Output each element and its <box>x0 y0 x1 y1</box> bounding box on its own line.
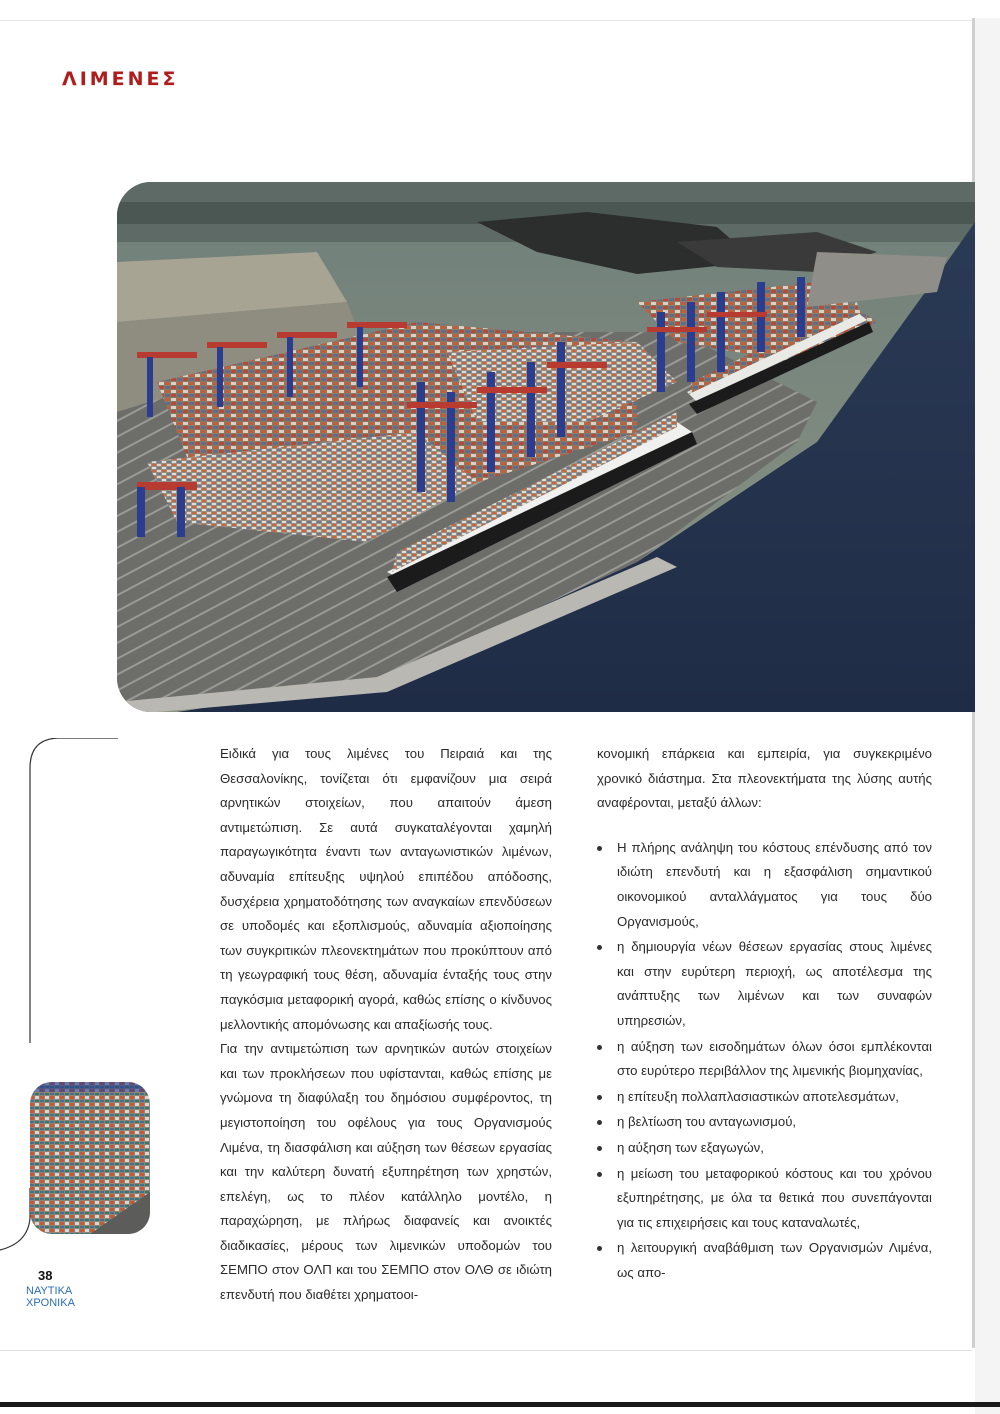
article-paragraph: Ειδικά για τους λιμένες του Πειραιά και της Θεσσαλονίκης, τονίζεται ότι εμφανίζουν μια σειρά αρνητικών στοιχείων, που απαιτούν άμεση αντιμετώπιση. Σε αυτά συγκαταλέγονται χαμηλή παραγωγικότητα έναντι των ανταγωνιστικών λιμένων, αδυναμία επίτευξης υψηλού επιπέδου απόδοσης, δυσχέρεια χρηματοδότησης των αναγκαίων επενδύσεων σε υποδομές και εξοπλισμούς, αδυναμία αξιοποίησης των συγκριτικών πλεονεκτημάτων που προκύπτουν από τη γεωγραφική τους θέση, αδυναμία ένταξής τους στην παγκόσμια μεταφορική αγορά, καθώς επίσης ο κίνδυνος μελλοντικής απομόνωσης και απαξίωσής τους. <box>220 746 552 1032</box>
list-item: η μείωση του μεταφορικού κόστους και του χρόνου εξυπηρέτησης, με όλα τα θετικά που συνεπάγονται για τις επιχειρήσεις και τους καταναλωτές, <box>597 1162 932 1236</box>
page-number: 38 <box>38 1268 53 1283</box>
list-item: Η πλήρης ανάληψη του κόστους επένδυσης από τον ιδιώτη επενδυτή και η εξασφάλιση σημαντικού οικονομικού ανταλλάγματος για τους δύο Οργανισμούς, <box>597 836 932 934</box>
list-item: η αύξηση των εξαγωγών, <box>597 1136 932 1161</box>
list-item: η επίτευξη πολλαπλασιαστικών αποτελεσμάτων, <box>597 1085 932 1110</box>
article-column-left <box>220 742 552 1308</box>
magazine-name <box>26 1285 75 1309</box>
container-stacks-photo <box>30 1082 150 1234</box>
bottom-rule <box>0 1350 972 1351</box>
bottom-bar <box>0 1402 1000 1407</box>
article-column-right <box>597 742 932 1286</box>
container-port-aerial-photo <box>117 182 975 712</box>
page-margin <box>975 18 1000 1414</box>
article-paragraph: κονομική επάρκεια και εμπειρία, για συγκεκριμένο χρονικό διάστημα. Στα πλεονεκτήματα της λύσης αυτής αναφέρονται, μεταξύ άλλων: <box>597 746 932 811</box>
list-item: η αύξηση των εισοδημάτων όλων όσοι εμπλέκονται στο ευρύτερο περιβάλλον της λιμενικής βιομηχανίας, <box>597 1035 932 1084</box>
magazine-name-line2: ΧΡΟΝΙΚΑ <box>26 1297 75 1309</box>
top-rule <box>0 20 972 21</box>
list-item: η δημιουργία νέων θέσεων εργασίας στους λιμένες και στην ευρύτερη περιοχή, ως αποτέλεσμα της ανάπτυξης των λιμένων και των συναφών υπηρεσιών, <box>597 935 932 1033</box>
article-paragraph: Για την αντιμετώπιση των αρνητικών αυτών στοιχείων και των προκλήσεων που υφίστανται, καθώς επίσης με γνώμονα τη διαφύλαξη του δημόσιου συμφέροντος, τη μεγιστοποίηση του οφέλους για τους Οργανισμούς Λιμένα, τη διασφάλιση και αύξηση των θέσεων εργασίας και την καλύτερη δυνατή εξυπηρέτηση των χρηστών, επελέγη, ως το πλέον κατάλληλο μοντέλο, η παραχώρηση, με πλήρως διαφανείς και ανοικτές διαδικασίες, μέρους των λιμενικών υποδομών του ΣΕΜΠΟ στον ΟΛΠ και του ΣΕΜΠΟ στον ΟΛΘ σε ιδιώτη επενδυτή που διαθέτει χρηματοοι- <box>220 1041 552 1303</box>
magazine-name-line1: ΝΑΥΤΙΚΑ <box>26 1285 73 1297</box>
advantages-list <box>597 836 932 1286</box>
list-item: η λειτουργική αναβάθμιση των Οργανισμών Λιμένα, ως απο- <box>597 1236 932 1285</box>
section-title: ΛΙΜΕΝΕΣ <box>62 68 179 90</box>
list-item: η βελτίωση του ανταγωνισμού, <box>597 1110 932 1135</box>
